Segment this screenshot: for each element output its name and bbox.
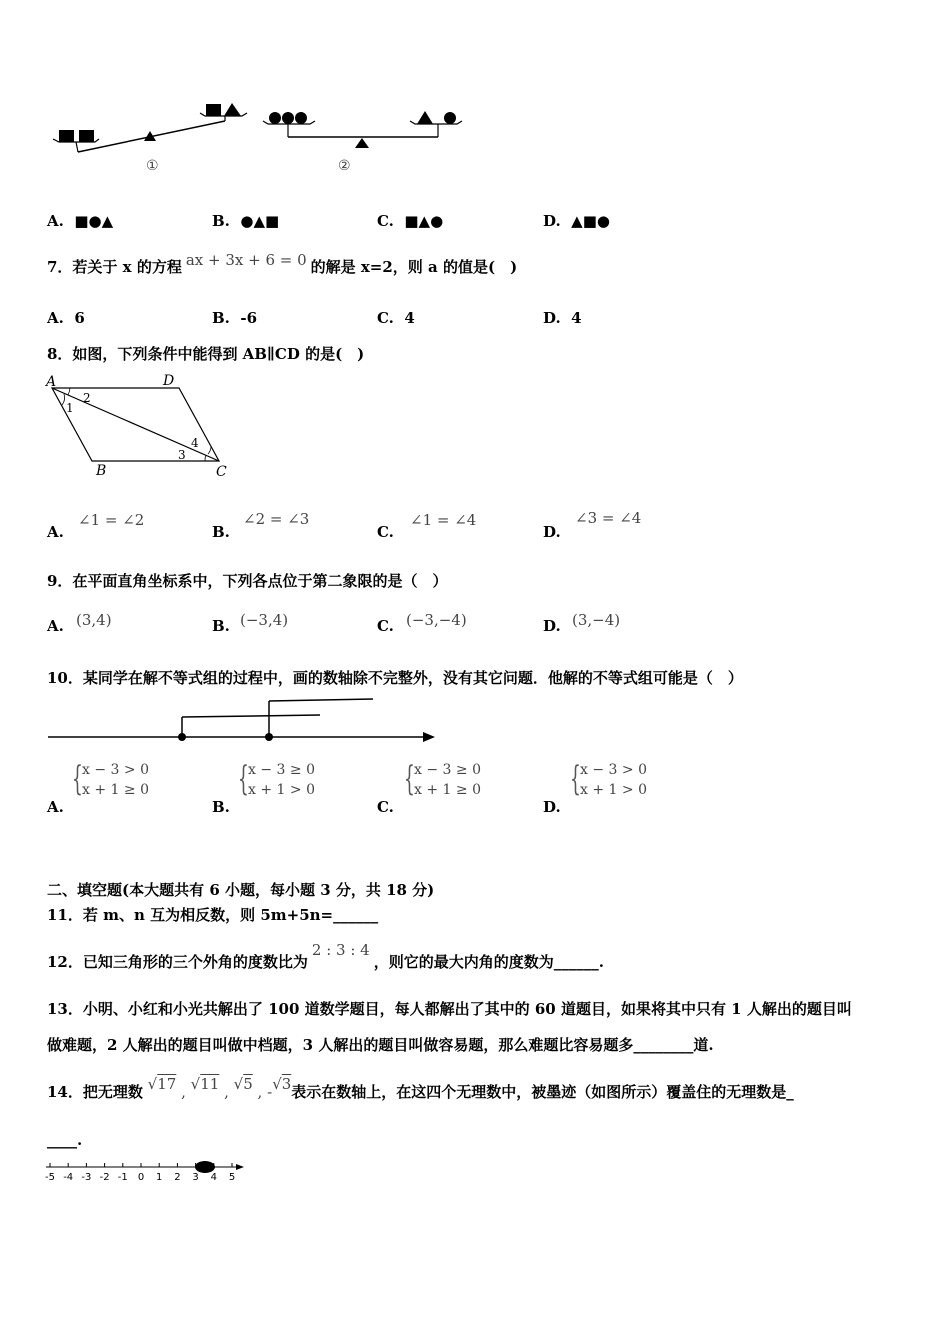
q8-stem: 8．如图，下列条件中能得到 AB∥CD 的是( ) — [47, 345, 365, 363]
option-c[interactable]: ∠1 = ∠4 — [410, 511, 477, 529]
axis-tick-label: 5 — [228, 1172, 236, 1183]
option-b-letter[interactable]: B. — [212, 523, 230, 541]
option-a[interactable]: ∠1 = ∠2 — [78, 511, 145, 529]
option-c[interactable]: (−3,−4) — [406, 611, 467, 629]
sqrt-17: √17 — [147, 1075, 177, 1093]
q9-stem: 9．在平面直角坐标系中，下列各点位于第二象限的是（ ） — [47, 572, 448, 590]
option-a-line1[interactable]: x − 3 > 0 — [82, 762, 149, 778]
axis-tick-label: -1 — [117, 1172, 128, 1183]
option-b-line2[interactable]: x + 1 > 0 — [248, 782, 315, 798]
option-a-letter[interactable]: A. — [47, 617, 64, 635]
option-d-letter[interactable]: D. — [543, 617, 561, 635]
axis-tick-label: 3 — [192, 1172, 199, 1183]
vertex-b: B — [96, 463, 107, 479]
q7-stem: 7．若关于 x 的方程 ax + 3x + 6 = 0 的解是 x=2，则 a 的值是( ) — [47, 251, 518, 276]
q13-line1: 13．小明、小红和小光共解出了 100 道数学题目，每人都解出了其中的 60 道题目，如果将其中只有 1 人解出的题目叫 — [47, 1000, 852, 1018]
q14-line2: ____. — [47, 1131, 83, 1149]
option-b-letter[interactable]: B. — [212, 798, 230, 816]
angle-1: 1 — [66, 401, 74, 415]
option-c-brace: { — [404, 759, 415, 799]
option-d-letter[interactable]: D. — [543, 523, 561, 541]
option-c-letter[interactable]: C. — [377, 523, 394, 541]
option-d[interactable]: ∠3 = ∠4 — [575, 509, 642, 527]
option-c-letter[interactable]: C. — [377, 798, 394, 816]
option-c[interactable]: C. 4 — [377, 309, 415, 327]
option-b[interactable]: (−3,4) — [240, 611, 289, 629]
option-a[interactable]: A. ■●▲ — [47, 212, 114, 230]
option-b[interactable]: ∠2 = ∠3 — [243, 510, 310, 528]
option-c-letter[interactable]: C. — [377, 617, 394, 635]
parallelogram-figure — [40, 372, 240, 482]
option-d[interactable]: D. ▲■● — [543, 212, 610, 230]
angle-2: 2 — [83, 391, 91, 405]
option-a-line2[interactable]: x + 1 ≥ 0 — [82, 782, 149, 798]
option-c-line1[interactable]: x − 3 ≥ 0 — [414, 762, 481, 778]
axis-tick-label: 0 — [137, 1172, 145, 1183]
option-c[interactable]: C. ■▲● — [377, 212, 444, 230]
axis-tick-label: 4 — [210, 1172, 217, 1183]
q13-line2: 做难题，2 人解出的题目叫做中档题，3 人解出的题目叫做容易题，那么难题比容易题多________道. — [47, 1036, 714, 1054]
axis-tick-label: -2 — [99, 1172, 110, 1183]
q11: 11．若 m、n 互为相反数，则 5m+5n=______ — [47, 906, 379, 924]
figure-label-2: ② — [338, 158, 351, 174]
option-b[interactable]: B. ●▲■ — [212, 212, 280, 230]
option-d-line2[interactable]: x + 1 > 0 — [580, 782, 647, 798]
axis-tick-label: -4 — [63, 1172, 74, 1183]
sqrt-3: √3 — [272, 1075, 292, 1093]
option-a[interactable]: A. 6 — [47, 309, 85, 327]
option-d-brace: { — [570, 759, 581, 799]
q12-ratio: 2 : 3 : 4 — [311, 941, 370, 959]
angle-3: 3 — [178, 448, 186, 462]
sqrt-5: √5 — [233, 1075, 253, 1093]
axis-tick-label: -5 — [45, 1172, 55, 1183]
vertex-d: D — [163, 373, 175, 389]
angle-4: 4 — [191, 436, 199, 450]
figure-label-1: ① — [146, 158, 159, 174]
q14: 14．把无理数 √17 , √11 , √5 , -√3表示在数轴上，在这四个无理数中，被墨迹（如图所示）覆盖住的无理数是_ — [47, 1075, 794, 1101]
q10-stem: 10．某同学在解不等式组的过程中，画的数轴除不完整外，没有其它问题．他解的不等式组可能是（ ） — [47, 669, 743, 687]
option-a-letter[interactable]: A. — [47, 798, 64, 816]
sqrt-11: √11 — [190, 1075, 220, 1093]
option-a-letter[interactable]: A. — [47, 523, 64, 541]
axis-tick-label: 1 — [156, 1172, 163, 1183]
option-b[interactable]: B. -6 — [212, 309, 258, 327]
option-c-line2[interactable]: x + 1 ≥ 0 — [414, 782, 481, 798]
axis-tick-label: -3 — [81, 1172, 92, 1183]
option-d[interactable]: D. 4 — [543, 309, 582, 327]
option-b-brace: { — [238, 759, 249, 799]
axis-tick-label: 2 — [174, 1172, 181, 1183]
balance-figure-2 — [260, 100, 470, 180]
vertex-a: A — [46, 374, 57, 390]
section-heading: 二、填空题(本大题共有 6 小题，每小题 3 分，共 18 分) — [47, 881, 435, 899]
option-b-letter[interactable]: B. — [212, 617, 230, 635]
number-line-figure — [45, 695, 445, 750]
option-a[interactable]: (3,4) — [76, 611, 112, 629]
option-b-line1[interactable]: x − 3 ≥ 0 — [248, 762, 315, 778]
vertex-c: C — [216, 464, 227, 480]
option-d[interactable]: (3,−4) — [572, 611, 621, 629]
option-d-line1[interactable]: x − 3 > 0 — [580, 762, 647, 778]
q7-equation: ax + 3x + 6 = 0 — [185, 251, 307, 269]
ink-number-line-figure — [44, 1158, 254, 1188]
option-d-letter[interactable]: D. — [543, 798, 561, 816]
q12: 12．已知三角形的三个外角的度数比为2 : 3 : 4，则它的最大内角的度数为______. — [47, 941, 604, 971]
ink-blot — [195, 1161, 215, 1173]
option-a-brace: { — [72, 759, 83, 799]
